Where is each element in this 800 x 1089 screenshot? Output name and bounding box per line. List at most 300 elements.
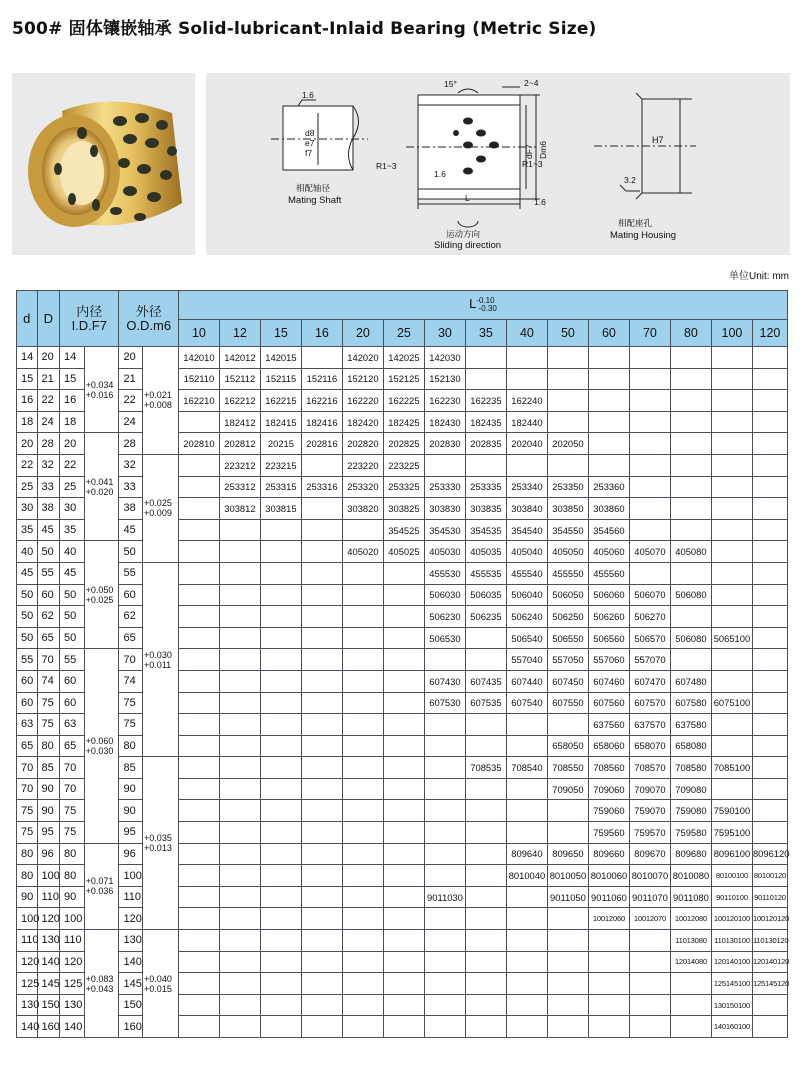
cell-part-number <box>752 476 787 498</box>
cell-part-number <box>219 584 260 606</box>
table-row <box>17 541 788 563</box>
cell-part-number <box>506 930 547 952</box>
cell-d: 75 <box>17 800 38 822</box>
cell-part-number: 202810 <box>178 433 219 455</box>
cell-part-number <box>301 908 342 930</box>
cell-part-number: 8096100 <box>711 843 752 865</box>
cell-part-number <box>301 584 342 606</box>
cell-part-number <box>342 692 383 714</box>
table-row <box>17 908 788 930</box>
cell-part-number: 809640 <box>506 843 547 865</box>
cell-part-number <box>342 800 383 822</box>
cell-part-number: 303835 <box>465 498 506 520</box>
cell-part-number: 100120100 <box>711 908 752 930</box>
cell-part-number <box>301 670 342 692</box>
cell-D: 95 <box>37 822 60 844</box>
cell-D: 130 <box>37 930 60 952</box>
cell-part-number: 708550 <box>547 757 588 779</box>
cell-outer-diameter: 28 <box>119 433 143 455</box>
cell-part-number <box>342 606 383 628</box>
cell-part-number: 708540 <box>506 757 547 779</box>
cell-part-number <box>383 649 424 671</box>
cell-part-number <box>260 822 301 844</box>
cell-part-number <box>629 973 670 995</box>
cell-outer-diameter: 33 <box>119 476 143 498</box>
cell-part-number <box>260 519 301 541</box>
cell-part-number: 125145120 <box>752 973 787 995</box>
cell-part-number <box>383 908 424 930</box>
cell-inner-diameter: 120 <box>60 951 85 973</box>
cell-part-number: 253316 <box>301 476 342 498</box>
cell-part-number <box>506 994 547 1016</box>
cell-part-number <box>383 778 424 800</box>
cell-part-number <box>506 1016 547 1038</box>
cell-part-number: 607540 <box>506 692 547 714</box>
cell-part-number: 759070 <box>629 800 670 822</box>
cell-part-number: 405070 <box>629 541 670 563</box>
cell-part-number <box>752 800 787 822</box>
tolerance-lower: +0.008 <box>144 400 172 411</box>
cell-part-number: 253335 <box>465 476 506 498</box>
cell-part-number <box>383 822 424 844</box>
bearing-spec-table <box>16 290 788 1038</box>
cell-D: 160 <box>37 1016 60 1038</box>
cell-d: 18 <box>17 411 38 433</box>
bearing-radius-left: R1~3 <box>376 161 397 171</box>
cell-part-number <box>219 973 260 995</box>
cell-part-number <box>465 800 506 822</box>
cell-part-number: 202820 <box>342 433 383 455</box>
cell-part-number: 253325 <box>383 476 424 498</box>
length-header-50: 50 <box>547 320 588 347</box>
cell-part-number: 182425 <box>383 411 424 433</box>
cell-part-number <box>588 930 629 952</box>
length-header-70: 70 <box>629 320 670 347</box>
cell-outer-diameter: 65 <box>119 627 143 649</box>
cell-inner-diameter: 90 <box>60 886 85 908</box>
cell-part-number <box>178 541 219 563</box>
tolerance-lower: +0.043 <box>85 983 114 994</box>
cell-part-number: 658080 <box>670 735 711 757</box>
cell-D: 24 <box>37 411 60 433</box>
cell-part-number <box>506 454 547 476</box>
cell-part-number <box>465 973 506 995</box>
cell-part-number: 120140120 <box>752 951 787 973</box>
cell-part-number: 354535 <box>465 519 506 541</box>
cell-part-number: 5065100 <box>711 627 752 649</box>
cell-part-number: 506560 <box>588 627 629 649</box>
cell-part-number <box>547 930 588 952</box>
cell-part-number: 557060 <box>588 649 629 671</box>
technical-drawing-svg <box>206 73 790 255</box>
cell-part-number <box>711 562 752 584</box>
tolerance-upper: +0.050 <box>85 584 114 595</box>
cell-d: 100 <box>17 908 38 930</box>
col-header-outer-en: O.D.m6 <box>126 317 172 333</box>
cell-part-number <box>711 584 752 606</box>
cell-part-number: 20215 <box>260 433 301 455</box>
cell-outer-diameter: 20 <box>119 347 143 369</box>
cell-part-number <box>752 390 787 412</box>
table-row <box>17 476 788 498</box>
cell-part-number <box>629 498 670 520</box>
cell-outer-diameter: 130 <box>119 930 143 952</box>
cell-part-number: 607480 <box>670 670 711 692</box>
cell-outer-diameter: 120 <box>119 908 143 930</box>
shaft-fit-f7: f7 <box>305 148 313 158</box>
cell-part-number: 202050 <box>547 433 588 455</box>
cell-inner-diameter: 63 <box>60 714 85 736</box>
cell-inner-diameter: 70 <box>60 757 85 779</box>
cell-part-number: 709070 <box>629 778 670 800</box>
cell-part-number: 506250 <box>547 606 588 628</box>
cell-part-number <box>260 606 301 628</box>
cell-D: 20 <box>37 347 60 369</box>
cell-part-number <box>260 778 301 800</box>
shaft-fit-d8: d8 <box>305 128 315 138</box>
cell-part-number <box>465 822 506 844</box>
cell-inner-diameter: 55 <box>60 649 85 671</box>
cell-part-number: 405035 <box>465 541 506 563</box>
cell-part-number <box>219 886 260 908</box>
cell-part-number: 637580 <box>670 714 711 736</box>
cell-inner-diameter: 140 <box>60 1016 85 1038</box>
cell-D: 90 <box>37 800 60 822</box>
cell-part-number <box>629 994 670 1016</box>
cell-d: 20 <box>17 433 38 455</box>
cell-d: 90 <box>17 886 38 908</box>
cell-part-number: 405020 <box>342 541 383 563</box>
cell-part-number: 202830 <box>424 433 465 455</box>
cell-D: 60 <box>37 584 60 606</box>
cell-d: 35 <box>17 519 38 541</box>
page-title: 500# 固体镶嵌轴承 Solid-lubricant-Inlaid Bearing (Metric Size) <box>12 19 597 39</box>
cell-part-number <box>342 649 383 671</box>
table-row <box>17 347 788 369</box>
cell-D: 110 <box>37 886 60 908</box>
cell-part-number <box>260 865 301 887</box>
cell-part-number: 405030 <box>424 541 465 563</box>
cell-part-number: 9011060 <box>588 886 629 908</box>
cell-part-number <box>547 822 588 844</box>
cell-part-number: 658070 <box>629 735 670 757</box>
cell-part-number <box>219 649 260 671</box>
cell-part-number: 607580 <box>670 692 711 714</box>
table-row <box>17 994 788 1016</box>
length-header-10: 10 <box>178 320 219 347</box>
cell-part-number <box>424 908 465 930</box>
cell-inner-diameter: 16 <box>60 390 85 412</box>
cell-part-number <box>670 973 711 995</box>
cell-part-number: 303830 <box>424 498 465 520</box>
cell-part-number <box>383 994 424 1016</box>
cell-part-number <box>629 390 670 412</box>
cell-part-number <box>219 757 260 779</box>
cell-outer-diameter: 50 <box>119 541 143 563</box>
cell-part-number: 506270 <box>629 606 670 628</box>
cell-part-number <box>178 843 219 865</box>
cell-part-number <box>506 908 547 930</box>
cell-part-number <box>219 1016 260 1038</box>
cell-part-number: 809660 <box>588 843 629 865</box>
cell-part-number <box>670 411 711 433</box>
cell-D: 90 <box>37 778 60 800</box>
cell-part-number: 708570 <box>629 757 670 779</box>
cell-part-number <box>465 886 506 908</box>
cell-outer-diameter: 32 <box>119 454 143 476</box>
cell-inner-diameter: 22 <box>60 454 85 476</box>
cell-part-number <box>219 778 260 800</box>
cell-part-number: 152130 <box>424 368 465 390</box>
cell-part-number <box>711 714 752 736</box>
housing-caption-cn: 相配座孔 <box>618 218 653 228</box>
cell-part-number: 759570 <box>629 822 670 844</box>
cell-part-number <box>342 562 383 584</box>
cell-inner-diameter: 40 <box>60 541 85 563</box>
cell-part-number <box>342 951 383 973</box>
cell-part-number: 455535 <box>465 562 506 584</box>
cell-part-number: 182440 <box>506 411 547 433</box>
cell-part-number: 12014080 <box>670 951 711 973</box>
cell-part-number <box>465 778 506 800</box>
cell-inner-diameter: 30 <box>60 498 85 520</box>
cell-part-number <box>752 627 787 649</box>
cell-part-number: 152112 <box>219 368 260 390</box>
cell-part-number <box>711 735 752 757</box>
cell-part-number: 506050 <box>547 584 588 606</box>
cell-part-number <box>178 562 219 584</box>
cell-part-number <box>629 1016 670 1038</box>
cell-part-number: 223225 <box>383 454 424 476</box>
cell-part-number <box>424 800 465 822</box>
cell-part-number: 506260 <box>588 606 629 628</box>
cell-inner-diameter: 15 <box>60 368 85 390</box>
cell-part-number: 9011030 <box>424 886 465 908</box>
cell-part-number: 9011080 <box>670 886 711 908</box>
cell-d: 55 <box>17 649 38 671</box>
cell-outer-diameter: 95 <box>119 822 143 844</box>
cell-outer-diameter: 75 <box>119 692 143 714</box>
tolerance-upper: +0.021 <box>144 390 172 401</box>
cell-part-number: 637560 <box>588 714 629 736</box>
cell-d: 130 <box>17 994 38 1016</box>
cell-inner-diameter: 75 <box>60 822 85 844</box>
cell-part-number <box>178 411 219 433</box>
cell-part-number <box>752 1016 787 1038</box>
table-row <box>17 735 788 757</box>
cell-part-number <box>629 519 670 541</box>
cell-part-number <box>506 951 547 973</box>
table-row <box>17 843 788 865</box>
cell-part-number: 809680 <box>670 843 711 865</box>
cell-part-number: 202835 <box>465 433 506 455</box>
cell-part-number: 759560 <box>588 822 629 844</box>
cell-part-number <box>178 757 219 779</box>
cell-part-number <box>711 519 752 541</box>
cell-outer-tolerance <box>143 454 179 562</box>
cell-part-number <box>588 994 629 1016</box>
cell-d: 125 <box>17 973 38 995</box>
cell-part-number <box>342 843 383 865</box>
cell-d: 50 <box>17 584 38 606</box>
cell-part-number <box>178 973 219 995</box>
cell-part-number <box>219 519 260 541</box>
cell-part-number <box>588 368 629 390</box>
cell-part-number: 455560 <box>588 562 629 584</box>
sliding-caption-cn: 运动方向 <box>446 229 481 239</box>
cell-part-number <box>424 757 465 779</box>
cell-inner-diameter: 25 <box>60 476 85 498</box>
cell-part-number: 506240 <box>506 606 547 628</box>
cell-part-number: 303812 <box>219 498 260 520</box>
cell-D: 22 <box>37 390 60 412</box>
cell-part-number: 10012080 <box>670 908 711 930</box>
cell-part-number <box>465 714 506 736</box>
cell-inner-tolerance <box>84 541 119 649</box>
cell-part-number: 140160100 <box>711 1016 752 1038</box>
cell-part-number: 607560 <box>588 692 629 714</box>
cell-part-number: 152125 <box>383 368 424 390</box>
cell-part-number: 455550 <box>547 562 588 584</box>
cell-part-number: 223220 <box>342 454 383 476</box>
length-header-120: 120 <box>752 320 787 347</box>
cell-part-number <box>219 714 260 736</box>
cell-part-number <box>629 562 670 584</box>
cell-part-number <box>465 843 506 865</box>
cell-part-number <box>752 670 787 692</box>
cell-part-number <box>342 973 383 995</box>
cell-d: 14 <box>17 347 38 369</box>
tolerance-lower: +0.016 <box>85 389 114 400</box>
cell-part-number <box>465 930 506 952</box>
cell-part-number <box>219 843 260 865</box>
cell-part-number: 253350 <box>547 476 588 498</box>
cell-part-number <box>301 973 342 995</box>
cell-part-number <box>629 433 670 455</box>
cell-part-number: 8010050 <box>547 865 588 887</box>
cell-part-number: 8010040 <box>506 865 547 887</box>
cell-part-number <box>383 757 424 779</box>
cell-part-number <box>424 735 465 757</box>
cell-part-number <box>260 649 301 671</box>
cell-part-number <box>219 670 260 692</box>
table-row <box>17 454 788 476</box>
cell-part-number <box>383 865 424 887</box>
cell-part-number <box>547 800 588 822</box>
cell-part-number <box>711 476 752 498</box>
cell-part-number: 182430 <box>424 411 465 433</box>
cell-part-number <box>342 908 383 930</box>
cell-part-number <box>670 454 711 476</box>
cell-part-number <box>219 951 260 973</box>
tolerance-lower: +0.020 <box>85 486 114 497</box>
cell-outer-diameter: 55 <box>119 562 143 584</box>
cell-part-number <box>629 930 670 952</box>
tolerance-lower: +0.036 <box>85 886 114 897</box>
cell-outer-diameter: 38 <box>119 498 143 520</box>
cell-part-number: 506070 <box>629 584 670 606</box>
cell-part-number <box>547 368 588 390</box>
cell-part-number <box>301 886 342 908</box>
cell-part-number <box>301 865 342 887</box>
cell-part-number <box>424 930 465 952</box>
table-row <box>17 584 788 606</box>
cell-part-number <box>342 822 383 844</box>
bearing-length-label: L <box>465 193 470 203</box>
cell-inner-diameter: 80 <box>60 843 85 865</box>
cell-part-number: 809670 <box>629 843 670 865</box>
cell-inner-diameter: 20 <box>60 433 85 455</box>
cell-part-number: 506235 <box>465 606 506 628</box>
cell-part-number <box>752 541 787 563</box>
cell-part-number <box>342 670 383 692</box>
cell-part-number <box>629 476 670 498</box>
cell-part-number <box>424 454 465 476</box>
cell-part-number <box>670 606 711 628</box>
cell-outer-diameter: 110 <box>119 886 143 908</box>
cell-part-number <box>752 562 787 584</box>
cell-part-number: 506230 <box>424 606 465 628</box>
cell-part-number: 637570 <box>629 714 670 736</box>
cell-part-number <box>301 347 342 369</box>
cell-part-number <box>178 908 219 930</box>
cell-part-number <box>178 735 219 757</box>
cell-d: 15 <box>17 368 38 390</box>
cell-part-number <box>711 390 752 412</box>
cell-part-number <box>752 994 787 1016</box>
cell-part-number: 709060 <box>588 778 629 800</box>
cell-part-number <box>342 714 383 736</box>
cell-part-number: 100120120 <box>752 908 787 930</box>
cell-part-number <box>301 627 342 649</box>
cell-part-number: 110130100 <box>711 930 752 952</box>
cell-part-number: 607550 <box>547 692 588 714</box>
cell-part-number <box>752 606 787 628</box>
cell-part-number: 120140100 <box>711 951 752 973</box>
cell-part-number <box>219 562 260 584</box>
cell-part-number: 182416 <box>301 411 342 433</box>
housing-roughness-label: 3.2 <box>624 175 636 185</box>
cell-part-number <box>260 735 301 757</box>
length-header-15: 15 <box>260 320 301 347</box>
cell-D: 55 <box>37 562 60 584</box>
cell-part-number: 182435 <box>465 411 506 433</box>
cell-part-number: 223215 <box>260 454 301 476</box>
cell-part-number: 354540 <box>506 519 547 541</box>
cell-inner-diameter: 50 <box>60 627 85 649</box>
cell-part-number: 10012070 <box>629 908 670 930</box>
cell-part-number: 557040 <box>506 649 547 671</box>
cell-part-number: 253312 <box>219 476 260 498</box>
cell-part-number <box>465 994 506 1016</box>
cell-part-number <box>178 1016 219 1038</box>
cell-part-number <box>547 994 588 1016</box>
cell-inner-diameter: 50 <box>60 606 85 628</box>
cell-part-number: 557050 <box>547 649 588 671</box>
cell-inner-diameter: 60 <box>60 692 85 714</box>
tolerance-lower: +0.030 <box>85 745 114 756</box>
cell-inner-diameter: 65 <box>60 735 85 757</box>
cell-part-number <box>178 822 219 844</box>
cell-part-number: 709050 <box>547 778 588 800</box>
cell-part-number <box>424 1016 465 1038</box>
cell-part-number: 759580 <box>670 822 711 844</box>
cell-D: 75 <box>37 714 60 736</box>
cell-part-number <box>588 347 629 369</box>
cell-inner-diameter: 60 <box>60 670 85 692</box>
col-header-length <box>178 291 787 320</box>
cell-part-number <box>588 433 629 455</box>
